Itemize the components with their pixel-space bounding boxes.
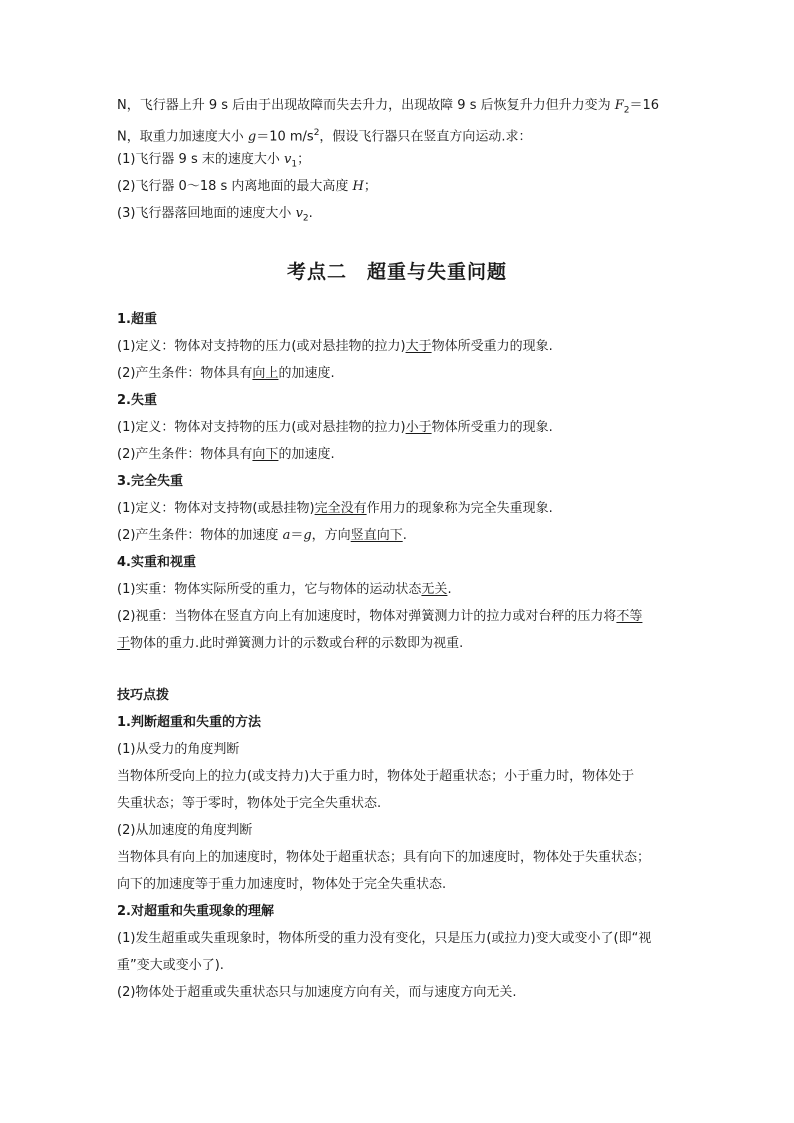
apparent-weight-definition <box>117 608 642 626</box>
text: (2)产生条件：物体的加速度 <box>117 528 283 543</box>
text: (1)定义：物体对支持物(或悬挂物) <box>117 501 315 516</box>
heading-real-apparent-weight: 4.实重和视重 <box>117 555 196 570</box>
text: 物体所受重力的现象. <box>431 420 553 435</box>
text: ＝16 <box>629 98 660 113</box>
weightless-definition <box>117 419 553 437</box>
text: ； <box>363 179 377 194</box>
text: ＝ <box>290 528 304 543</box>
tips-line: (2)从加速度的角度判断 <box>117 823 253 838</box>
text: . <box>447 582 452 597</box>
superscript: 2 <box>313 128 320 138</box>
text: ，假设飞行器只在竖直方向运动.求： <box>319 129 532 145</box>
tips-line: (1)从受力的角度判断 <box>117 742 240 757</box>
text: 的加速度. <box>278 447 335 462</box>
tips-line: 向下的加速度等于重力加速度时，物体处于完全失重状态. <box>117 877 447 892</box>
problem-line-2 <box>117 124 532 146</box>
var-g: g <box>247 129 257 145</box>
tips-line: 当物体具有向上的加速度时，物体处于超重状态；具有向下的加速度时，物体处于失重状态； <box>117 850 651 865</box>
underlined-term: 于 <box>117 636 131 651</box>
heading-overweight: 1.超重 <box>117 312 157 327</box>
underlined-term: 向下 <box>252 447 279 462</box>
text: . <box>308 206 313 221</box>
text: 作用力的现象称为完全失重现象. <box>366 501 553 516</box>
tips-heading: 技巧点拨 <box>117 688 170 703</box>
underlined-term: 向上 <box>252 366 279 381</box>
tips-line: 当物体所受向上的拉力(或支持力)大于重力时，物体处于超重状态；小于重力时，物体处于 <box>117 769 635 784</box>
real-weight-definition <box>117 581 452 599</box>
underlined-term: 完全没有 <box>314 501 367 516</box>
var-v: v <box>284 152 292 167</box>
heading-weightless: 2.失重 <box>117 393 157 408</box>
text: 的加速度. <box>278 366 335 381</box>
underlined-term: 大于 <box>405 339 432 354</box>
text: ，方向 <box>311 528 351 543</box>
text: N，取重力加速度大小 <box>117 129 248 145</box>
var-g: g <box>303 528 312 543</box>
text: ； <box>297 152 311 167</box>
subscript: 2 <box>623 105 630 116</box>
text: . <box>402 528 407 543</box>
overweight-condition <box>117 365 335 383</box>
tips-line: (2)物体处于超重或失重状态只与加速度方向有关，而与速度方向无关. <box>117 985 517 1000</box>
tips-line: (1)发生超重或失重现象时，物体所受的重力没有变化，只是压力(或拉力)变大或变小了(即“视 <box>117 931 652 946</box>
underlined-term: 小于 <box>405 420 432 435</box>
question-2 <box>117 178 377 196</box>
underlined-term: 无关 <box>421 582 448 597</box>
text: N，飞行器上升 9 s 后由于出现故障而失去升力，出现故障 9 s 后恢复升力但升力变为 <box>117 98 615 113</box>
tips-heading-2: 2.对超重和失重现象的理解 <box>117 904 274 919</box>
text: (1)定义：物体对支持物的压力(或对悬挂物的拉力) <box>117 339 406 354</box>
question-3 <box>117 205 313 228</box>
text: (1)定义：物体对支持物的压力(或对悬挂物的拉力) <box>117 420 406 435</box>
text: 物体所受重力的现象. <box>431 339 553 354</box>
section-title: 考点二 超重与失重问题 <box>286 261 507 283</box>
var-v: v <box>295 206 303 221</box>
question-1 <box>117 151 310 174</box>
var-h: H <box>352 179 364 194</box>
subscript: 2 <box>302 213 309 224</box>
text: (2)产生条件：物体具有 <box>117 447 253 462</box>
text: (3)飞行器落回地面的速度大小 <box>117 206 296 221</box>
tips-heading-1: 1.判断超重和失重的方法 <box>117 715 261 730</box>
problem-line-1 <box>117 97 659 120</box>
subscript: 1 <box>291 159 298 170</box>
complete-weightless-definition <box>117 500 553 518</box>
text: (1)实重：物体实际所受的重力，它与物体的运动状态 <box>117 582 422 597</box>
var-f: F <box>614 98 624 113</box>
weightless-condition <box>117 446 335 464</box>
text: (2)飞行器 0～18 s 内离地面的最大高度 <box>117 179 353 194</box>
text: (2)产生条件：物体具有 <box>117 366 253 381</box>
text: (1)飞行器 9 s 末的速度大小 <box>117 152 284 167</box>
apparent-weight-definition-cont <box>117 635 463 653</box>
underlined-term: 竖直向下 <box>350 528 403 543</box>
tips-line: 失重状态；等于零时，物体处于完全失重状态. <box>117 796 382 811</box>
heading-complete-weightless: 3.完全失重 <box>117 474 183 489</box>
text: (2)视重：当物体在竖直方向上有加速度时，物体对弹簧测力计的拉力或对台秤的压力将 <box>117 609 617 624</box>
overweight-definition <box>117 338 553 356</box>
var-a: a <box>282 528 291 543</box>
tips-line: 重”变大或变小了). <box>117 958 224 973</box>
complete-weightless-condition <box>117 527 407 545</box>
text: 物体的重力.此时弹簧测力计的示数或台秤的示数即为视重. <box>130 636 464 651</box>
underlined-term: 不等 <box>616 609 643 624</box>
text: ＝10 m/s <box>256 129 314 145</box>
